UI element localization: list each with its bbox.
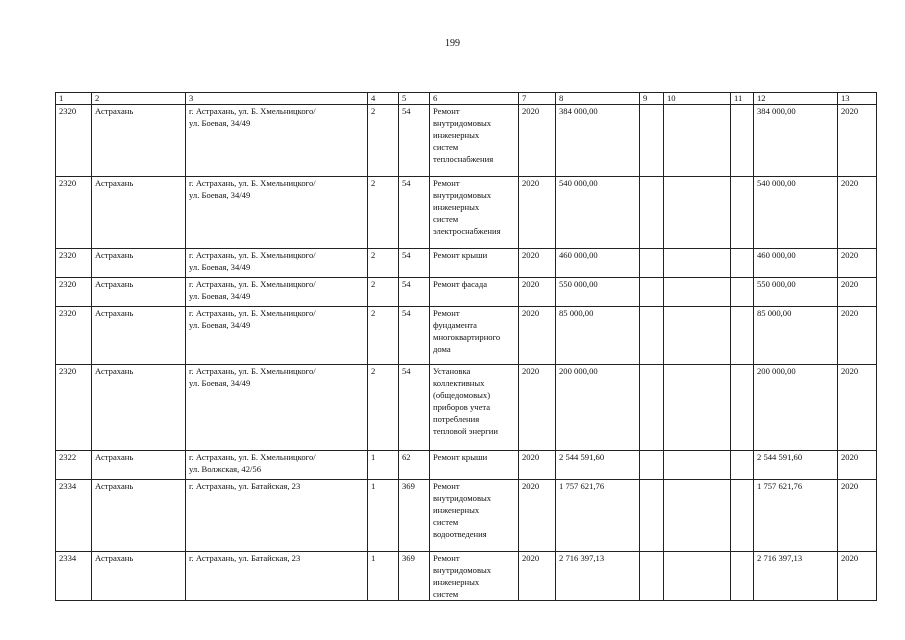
table-cell-c11 [731,177,754,249]
table-cell-c5: 369 [399,552,430,601]
table-row [56,105,877,177]
table-cell-c1: 2320 [56,307,92,365]
table-cell-c10 [664,307,731,365]
cell-line: Ремонт [433,178,460,188]
table-cell-c12: 85 000,00 [754,307,838,365]
column-header: 1 [56,93,92,105]
cell-line: Ремонт [433,308,460,318]
table-cell-c12: 550 000,00 [754,278,838,307]
cell-line: фундамента [433,320,477,330]
table-cell-c6 [430,552,519,601]
table-cell-c5: 54 [399,105,430,177]
table-cell-c7: 2020 [519,278,556,307]
table-cell-c6 [430,177,519,249]
table-cell-c13: 2020 [838,480,877,552]
table-cell-c3 [186,552,368,601]
table-cell-c2: Астрахань [92,552,186,601]
table-cell-c11 [731,480,754,552]
table-cell-c7: 2020 [519,105,556,177]
column-header: 8 [556,93,640,105]
column-header: 7 [519,93,556,105]
table-cell-c13: 2020 [838,105,877,177]
table-cell-c2: Астрахань [92,480,186,552]
table-cell-c13: 2020 [838,249,877,278]
cell-line: систем [433,214,459,224]
table-row [56,278,877,307]
table-cell-c1: 2320 [56,177,92,249]
table-cell-c13: 2020 [838,451,877,480]
table-cell-c10 [664,480,731,552]
table-cell-c1: 2334 [56,552,92,601]
table-cell-c4: 2 [368,249,399,278]
table-cell-c3 [186,105,368,177]
cell-line: потребления [433,414,480,424]
cell-line: ул. Боевая, 34/49 [189,118,251,128]
column-header: 12 [754,93,838,105]
cell-line: Ремонт [433,481,460,491]
table-cell-c1: 2320 [56,365,92,451]
table-cell-c2: Астрахань [92,177,186,249]
table-cell-c11 [731,451,754,480]
cell-line: коллективных [433,378,485,388]
table-cell-c7: 2020 [519,480,556,552]
table-cell-c13: 2020 [838,365,877,451]
cell-line: инженерных [433,202,480,212]
cell-line: г. Астрахань, ул. Батайская, 23 [189,481,301,491]
cell-line: г. Астрахань, ул. Батайская, 23 [189,553,301,563]
cell-line: инженерных [433,130,480,140]
table-cell-c13: 2020 [838,307,877,365]
table-cell-c3 [186,365,368,451]
table-cell-c9 [640,480,664,552]
table-cell-c9 [640,552,664,601]
cell-line: г. Астрахань, ул. Б. Хмельницкого/ [189,279,316,289]
table-cell-c8: 85 000,00 [556,307,640,365]
cell-line: ул. Боевая, 34/49 [189,320,251,330]
table-cell-c8: 460 000,00 [556,249,640,278]
table-cell-c9 [640,451,664,480]
cell-line: дома [433,344,451,354]
table-cell-c7: 2020 [519,451,556,480]
table-cell-c2: Астрахань [92,451,186,480]
table-cell-c6 [430,480,519,552]
table-cell-c7: 2020 [519,365,556,451]
table-cell-c10 [664,278,731,307]
table-cell-c3 [186,278,368,307]
cell-line: г. Астрахань, ул. Б. Хмельницкого/ [189,178,316,188]
table-cell-c5: 54 [399,365,430,451]
table-cell-c11 [731,249,754,278]
table-cell-c9 [640,249,664,278]
table-cell-c6 [430,451,519,480]
cell-line: ул. Боевая, 34/49 [189,190,251,200]
cell-line: ул. Боевая, 34/49 [189,291,251,301]
table-cell-c8: 200 000,00 [556,365,640,451]
cell-line: многоквартирного [433,332,501,342]
table-body [56,105,877,601]
table-cell-c12: 200 000,00 [754,365,838,451]
table-cell-c8: 2 716 397,13 [556,552,640,601]
table-cell-c3 [186,307,368,365]
page-number: 199 [445,38,460,49]
table-cell-c2: Астрахань [92,249,186,278]
table-cell-c12: 460 000,00 [754,249,838,278]
table-cell-c11 [731,105,754,177]
cell-line: внутридомовых [433,118,492,128]
cell-line: ул. Боевая, 34/49 [189,378,251,388]
cell-line: инженерных [433,577,480,587]
table-cell-c8: 2 544 591,60 [556,451,640,480]
table-cell-c2: Астрахань [92,365,186,451]
table-cell-c10 [664,552,731,601]
table-row [56,451,877,480]
table-cell-c2: Астрахань [92,278,186,307]
table-cell-c9 [640,278,664,307]
table-cell-c12: 384 000,00 [754,105,838,177]
table-cell-c11 [731,278,754,307]
cell-line: электроснабжения [433,226,501,236]
column-header: 6 [430,93,519,105]
table-cell-c6 [430,365,519,451]
repair-program-table [55,92,877,601]
column-header: 11 [731,93,754,105]
table-row [56,177,877,249]
column-header: 3 [186,93,368,105]
table-cell-c8: 1 757 621,76 [556,480,640,552]
cell-line: систем [433,142,459,152]
table-cell-c10 [664,249,731,278]
cell-line: г. Астрахань, ул. Б. Хмельницкого/ [189,308,316,318]
cell-line: ул. Боевая, 34/49 [189,262,251,272]
cell-line: ул. Волжская, 42/56 [189,464,261,474]
cell-line: внутридомовых [433,565,492,575]
table-cell-c6 [430,278,519,307]
cell-line: внутридомовых [433,493,492,503]
cell-line: систем [433,517,459,527]
table-cell-c10 [664,105,731,177]
table-cell-c9 [640,307,664,365]
table-cell-c5: 54 [399,278,430,307]
table-cell-c10 [664,365,731,451]
cell-line: Ремонт крыши [433,250,488,260]
table-cell-c3 [186,177,368,249]
cell-line: г. Астрахань, ул. Б. Хмельницкого/ [189,250,316,260]
table-cell-c1: 2334 [56,480,92,552]
table-cell-c11 [731,365,754,451]
table-cell-c11 [731,307,754,365]
table-cell-c8: 384 000,00 [556,105,640,177]
table-cell-c5: 54 [399,307,430,365]
table-cell-c13: 2020 [838,552,877,601]
cell-line: г. Астрахань, ул. Б. Хмельницкого/ [189,106,316,116]
table-cell-c4: 1 [368,552,399,601]
table-cell-c9 [640,177,664,249]
table-row [56,365,877,451]
table-cell-c6 [430,249,519,278]
table-cell-c10 [664,177,731,249]
table-cell-c12: 1 757 621,76 [754,480,838,552]
table-cell-c7: 2020 [519,177,556,249]
table-cell-c4: 2 [368,365,399,451]
table-cell-c3 [186,451,368,480]
table-cell-c9 [640,365,664,451]
table-cell-c4: 2 [368,307,399,365]
column-header: 10 [664,93,731,105]
table-cell-c4: 1 [368,480,399,552]
table-cell-c13: 2020 [838,177,877,249]
table-cell-c12: 540 000,00 [754,177,838,249]
table-cell-c4: 2 [368,105,399,177]
cell-line: г. Астрахань, ул. Б. Хмельницкого/ [189,366,316,376]
table-cell-c9 [640,105,664,177]
table-cell-c4: 2 [368,278,399,307]
table-cell-c3 [186,249,368,278]
table-cell-c6 [430,307,519,365]
cell-line: (общедомовых) [433,390,491,400]
table-cell-c7: 2020 [519,249,556,278]
table-cell-c13: 2020 [838,278,877,307]
cell-line: тепловой энергии [433,426,498,436]
column-header: 5 [399,93,430,105]
table-row [56,480,877,552]
column-header: 9 [640,93,664,105]
cell-line: приборов учета [433,402,491,412]
column-header: 4 [368,93,399,105]
table-cell-c12: 2 544 591,60 [754,451,838,480]
table-cell-c5: 54 [399,249,430,278]
table-cell-c1: 2322 [56,451,92,480]
table-cell-c6 [430,105,519,177]
cell-line: Ремонт фасада [433,279,488,289]
table-cell-c10 [664,451,731,480]
table-cell-c1: 2320 [56,105,92,177]
table-cell-c5: 62 [399,451,430,480]
table-cell-c7: 2020 [519,552,556,601]
cell-line: теплоснабжения [433,154,494,164]
table-cell-c1: 2320 [56,249,92,278]
cell-line: систем [433,589,459,599]
cell-line: Ремонт [433,553,460,563]
cell-line: инженерных [433,505,480,515]
table-cell-c8: 540 000,00 [556,177,640,249]
cell-line: г. Астрахань, ул. Б. Хмельницкого/ [189,452,316,462]
table-cell-c8: 550 000,00 [556,278,640,307]
table-row [56,307,877,365]
column-header: 13 [838,93,877,105]
table-cell-c7: 2020 [519,307,556,365]
column-header: 2 [92,93,186,105]
cell-line: внутридомовых [433,190,492,200]
table-cell-c12: 2 716 397,13 [754,552,838,601]
table-row [56,249,877,278]
table-cell-c4: 2 [368,177,399,249]
cell-line: Ремонт [433,106,460,116]
table-cell-c5: 54 [399,177,430,249]
cell-line: водоотведения [433,529,487,539]
table-cell-c2: Астрахань [92,307,186,365]
table-cell-c4: 1 [368,451,399,480]
table-cell-c11 [731,552,754,601]
table-cell-c1: 2320 [56,278,92,307]
table-row [56,552,877,601]
cell-line: Ремонт крыши [433,452,488,462]
table-cell-c3 [186,480,368,552]
table-cell-c2: Астрахань [92,105,186,177]
table-cell-c5: 369 [399,480,430,552]
column-number-row [56,93,877,105]
cell-line: Установка [433,366,471,376]
